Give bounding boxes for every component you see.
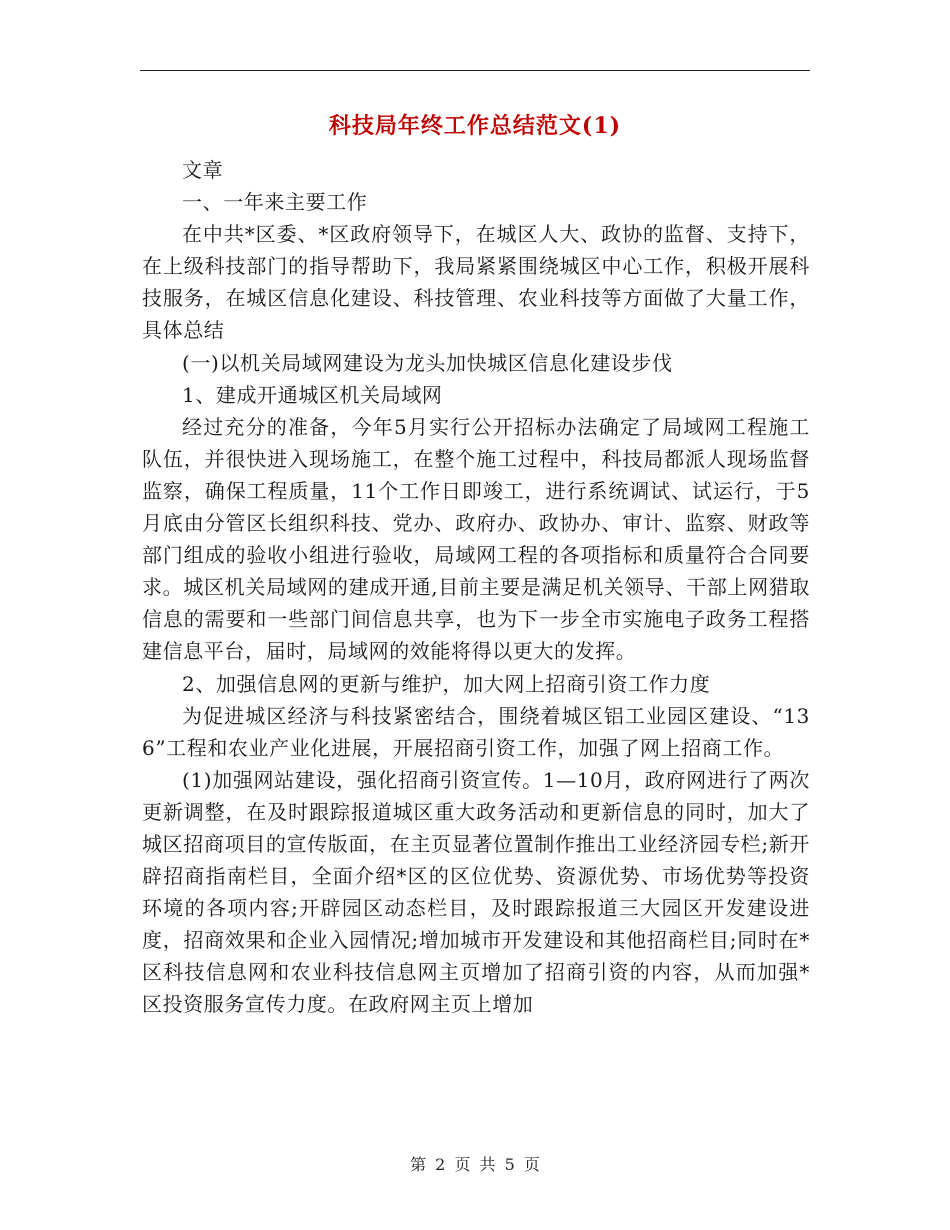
- section-heading: 一、一年来主要工作: [182, 190, 368, 215]
- paragraph: 为促进城区经济与科技紧密结合，围绕着城区铝工业园区建设、“136”工程和农业产业化进展，开展招商引资工作，加强了网上招商工作。: [142, 703, 810, 760]
- item-heading: 2、加强信息网的更新与维护，加大网上招商引资工作力度: [182, 671, 711, 696]
- paragraph: 经过充分的准备，今年5月实行公开招标办法确定了局域网工程施工队伍，并很快进入现场施工，在整个施工过程中，科技局都派人现场监督监察，确保工程质量，11个工作日即竣工，进行系统调试、试运行，于5月底由分管区长组织科技、党办、政府办、政协办、审计、监察、财政等部门组成的验收小组进行验收，局域网工程的各项指标和质量符合合同要求。城区机关局域网的建成开通,目前主要是满足机关领导、干部上网猎取信息的需要和一些部门间信息共享，也为下一步全市实施电子政务工程搭建信息平台，届时，局域网的效能将得以更大的发挥。: [142, 414, 810, 664]
- header-rule: [140, 70, 810, 71]
- document-body: [142, 154, 810, 1021]
- paragraph: 在中共*区委、*区政府领导下，在城区人大、政协的监督、支持下，在上级科技部门的指导帮助下，我局紧紧围绕城区中心工作，积极开展科技服务，在城区信息化建设、科技管理、农业科技等方面做了大量工作，具体总结: [142, 222, 810, 343]
- item-heading: 1、建成开通城区机关局域网: [182, 382, 443, 407]
- document-title: 科技局年终工作总结范文(1): [328, 113, 622, 139]
- paragraph: (1)加强网站建设，强化招商引资宣传。1—10月，政府网进行了两次更新调整，在及时跟踪报道城区重大政务活动和更新信息的同时，加大了城区招商项目的宣传版面，在主页显著位置制作推出工业经济园专栏;新开辟招商指南栏目，全面介绍*区的区位优势、资源优势、市场优势等投资环境的各项内容;开辟园区动态栏目，及时跟踪报道三大园区开发建设进度，招商效果和企业入园情况;增加城市开发建设和其他招商栏目;同时在*区科技信息网和农业科技信息网主页增加了招商引资的内容，从而加强*区投资服务宣传力度。在政府网主页上增加: [142, 767, 810, 1017]
- paragraph: 文章: [182, 158, 224, 182]
- page-number: 第 2 页 共 5 页: [410, 1155, 540, 1174]
- subsection-heading: (一)以机关局域网建设为龙头加快城区信息化建设步伐: [182, 350, 673, 375]
